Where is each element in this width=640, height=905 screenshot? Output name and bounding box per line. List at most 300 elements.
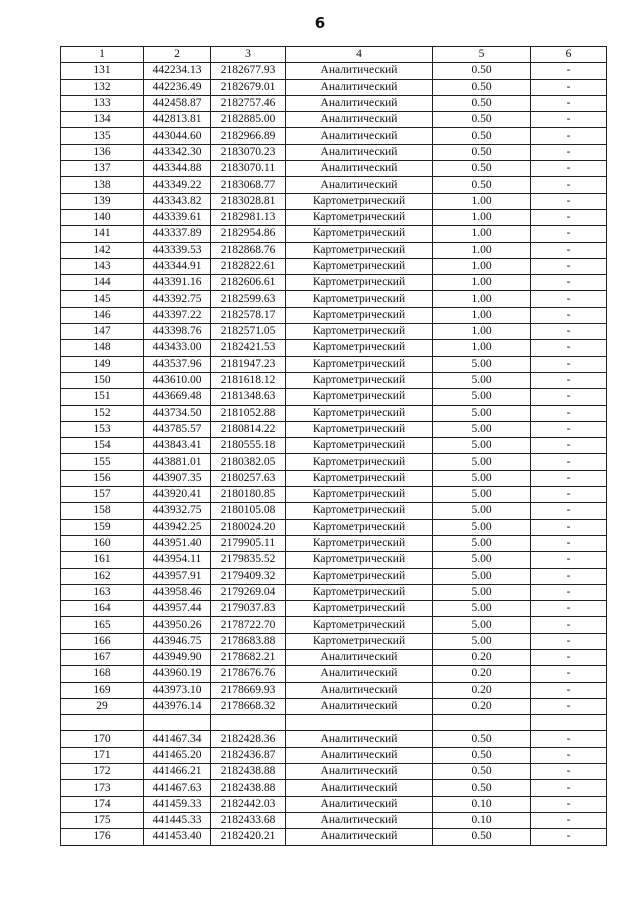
point-number-cell: 133 xyxy=(61,95,144,111)
x-coordinate-cell: 443343.82 xyxy=(144,193,211,209)
y-coordinate-cell: 2180180.85 xyxy=(211,487,286,503)
method-cell: Аналитический xyxy=(286,698,433,714)
note-cell: - xyxy=(531,454,607,470)
note-cell: - xyxy=(531,63,607,79)
table-row xyxy=(61,324,607,340)
table-row xyxy=(61,780,607,796)
point-number-cell: 160 xyxy=(61,535,144,551)
accuracy-cell: 1.00 xyxy=(433,291,531,307)
table-row xyxy=(61,438,607,454)
method-cell: Картометрический xyxy=(286,535,433,551)
x-coordinate-cell: 443960.19 xyxy=(144,666,211,682)
x-coordinate-cell: 443843.41 xyxy=(144,438,211,454)
y-coordinate-cell: 2181052.88 xyxy=(211,405,286,421)
note-cell: - xyxy=(531,307,607,323)
accuracy-cell: 5.00 xyxy=(433,487,531,503)
method-cell: Аналитический xyxy=(286,649,433,665)
note-cell: - xyxy=(531,617,607,633)
table-row xyxy=(61,405,607,421)
point-number-cell: 149 xyxy=(61,356,144,372)
note-cell: - xyxy=(531,438,607,454)
table-row xyxy=(61,503,607,519)
point-number-cell: 162 xyxy=(61,568,144,584)
accuracy-cell: 0.50 xyxy=(433,161,531,177)
method-cell: Картометрический xyxy=(286,226,433,242)
point-number-cell: 167 xyxy=(61,649,144,665)
x-coordinate-cell: 443954.11 xyxy=(144,552,211,568)
method-cell: Картометрический xyxy=(286,633,433,649)
accuracy-cell: 5.00 xyxy=(433,454,531,470)
y-coordinate-cell: 2182679.01 xyxy=(211,79,286,95)
note-cell: - xyxy=(531,389,607,405)
accuracy-cell: 5.00 xyxy=(433,503,531,519)
accuracy-cell: 5.00 xyxy=(433,535,531,551)
accuracy-cell: 5.00 xyxy=(433,617,531,633)
table-row xyxy=(61,112,607,128)
point-number-cell: 158 xyxy=(61,503,144,519)
point-number-cell: 163 xyxy=(61,584,144,600)
y-coordinate-cell: 2182438.88 xyxy=(211,780,286,796)
x-coordinate-cell: 443951.40 xyxy=(144,535,211,551)
table-row xyxy=(61,666,607,682)
note-cell: - xyxy=(531,112,607,128)
note-cell: - xyxy=(531,209,607,225)
point-number-cell: 165 xyxy=(61,617,144,633)
note-cell: - xyxy=(531,535,607,551)
y-coordinate-cell: 2182954.86 xyxy=(211,226,286,242)
x-coordinate-cell: 443734.50 xyxy=(144,405,211,421)
method-cell: Картометрический xyxy=(286,601,433,617)
note-cell: - xyxy=(531,128,607,144)
method-cell: Картометрический xyxy=(286,617,433,633)
y-coordinate-cell: 2182421.53 xyxy=(211,340,286,356)
point-number-cell: 150 xyxy=(61,372,144,388)
table-row xyxy=(61,128,607,144)
y-coordinate-cell: 2182433.68 xyxy=(211,812,286,828)
accuracy-cell: 5.00 xyxy=(433,470,531,486)
note-cell: - xyxy=(531,649,607,665)
accuracy-cell: 5.00 xyxy=(433,389,531,405)
point-number-cell: 175 xyxy=(61,812,144,828)
table-row xyxy=(61,307,607,323)
accuracy-cell: 5.00 xyxy=(433,519,531,535)
x-coordinate-cell: 441467.34 xyxy=(144,731,211,747)
accuracy-cell: 0.50 xyxy=(433,731,531,747)
accuracy-cell: 0.20 xyxy=(433,649,531,665)
y-coordinate-cell: 2182822.61 xyxy=(211,258,286,274)
accuracy-cell: 5.00 xyxy=(433,438,531,454)
table-row xyxy=(61,372,607,388)
point-number-cell: 174 xyxy=(61,796,144,812)
note-cell: - xyxy=(531,226,607,242)
note-cell: - xyxy=(531,731,607,747)
point-number-cell: 172 xyxy=(61,764,144,780)
y-coordinate-cell: 2182442.03 xyxy=(211,796,286,812)
note-cell: - xyxy=(531,601,607,617)
x-coordinate-cell xyxy=(144,715,211,731)
accuracy-cell: 0.20 xyxy=(433,666,531,682)
y-coordinate-cell: 2181618.12 xyxy=(211,372,286,388)
table-body xyxy=(61,63,607,845)
note-cell: - xyxy=(531,324,607,340)
note-cell: - xyxy=(531,747,607,763)
method-cell: Картометрический xyxy=(286,307,433,323)
table-row xyxy=(61,193,607,209)
accuracy-cell: 1.00 xyxy=(433,307,531,323)
x-coordinate-cell: 443339.61 xyxy=(144,209,211,225)
method-cell: Аналитический xyxy=(286,666,433,682)
y-coordinate-cell: 2183068.77 xyxy=(211,177,286,193)
note-cell: - xyxy=(531,829,607,845)
point-number-cell: 153 xyxy=(61,421,144,437)
y-coordinate-cell: 2181947.23 xyxy=(211,356,286,372)
accuracy-cell: 5.00 xyxy=(433,568,531,584)
table-row xyxy=(61,356,607,372)
table-row xyxy=(61,63,607,79)
y-coordinate-cell: 2182757.46 xyxy=(211,95,286,111)
method-cell xyxy=(286,715,433,731)
x-coordinate-cell: 443907.35 xyxy=(144,470,211,486)
y-coordinate-cell: 2178669.93 xyxy=(211,682,286,698)
x-coordinate-cell: 443957.44 xyxy=(144,601,211,617)
accuracy-cell: 0.50 xyxy=(433,177,531,193)
note-cell: - xyxy=(531,568,607,584)
header-cell-6: 6 xyxy=(531,47,607,63)
table-row xyxy=(61,715,607,731)
table-row xyxy=(61,812,607,828)
method-cell: Картометрический xyxy=(286,503,433,519)
accuracy-cell: 0.50 xyxy=(433,63,531,79)
point-number-cell: 157 xyxy=(61,487,144,503)
y-coordinate-cell xyxy=(211,715,286,731)
note-cell: - xyxy=(531,144,607,160)
y-coordinate-cell: 2180814.22 xyxy=(211,421,286,437)
table-row xyxy=(61,242,607,258)
note-cell: - xyxy=(531,242,607,258)
method-cell: Картометрический xyxy=(286,568,433,584)
point-number-cell: 148 xyxy=(61,340,144,356)
accuracy-cell: 0.50 xyxy=(433,128,531,144)
x-coordinate-cell: 442458.87 xyxy=(144,95,211,111)
x-coordinate-cell: 443610.00 xyxy=(144,372,211,388)
note-cell: - xyxy=(531,487,607,503)
accuracy-cell: 1.00 xyxy=(433,258,531,274)
table-row xyxy=(61,275,607,291)
table-row xyxy=(61,226,607,242)
table-row xyxy=(61,552,607,568)
table-row xyxy=(61,389,607,405)
point-number-cell xyxy=(61,715,144,731)
note-cell: - xyxy=(531,275,607,291)
method-cell: Аналитический xyxy=(286,812,433,828)
note-cell: - xyxy=(531,372,607,388)
note-cell: - xyxy=(531,405,607,421)
method-cell: Картометрический xyxy=(286,454,433,470)
point-number-cell: 156 xyxy=(61,470,144,486)
y-coordinate-cell: 2178683.88 xyxy=(211,633,286,649)
table-row xyxy=(61,568,607,584)
note-cell: - xyxy=(531,584,607,600)
method-cell: Аналитический xyxy=(286,63,433,79)
y-coordinate-cell: 2182966.89 xyxy=(211,128,286,144)
accuracy-cell: 1.00 xyxy=(433,193,531,209)
header-cell-1: 1 xyxy=(61,47,144,63)
accuracy-cell: 5.00 xyxy=(433,601,531,617)
note-cell: - xyxy=(531,421,607,437)
note-cell: - xyxy=(531,177,607,193)
y-coordinate-cell: 2182578.17 xyxy=(211,307,286,323)
accuracy-cell: 5.00 xyxy=(433,584,531,600)
x-coordinate-cell: 443949.90 xyxy=(144,649,211,665)
y-coordinate-cell: 2183070.11 xyxy=(211,161,286,177)
point-number-cell: 173 xyxy=(61,780,144,796)
y-coordinate-cell: 2178668.32 xyxy=(211,698,286,714)
method-cell: Картометрический xyxy=(286,193,433,209)
accuracy-cell: 1.00 xyxy=(433,324,531,340)
table-row xyxy=(61,454,607,470)
point-number-cell: 132 xyxy=(61,79,144,95)
y-coordinate-cell: 2179037.83 xyxy=(211,601,286,617)
method-cell: Аналитический xyxy=(286,764,433,780)
method-cell: Аналитический xyxy=(286,161,433,177)
x-coordinate-cell: 443976.14 xyxy=(144,698,211,714)
x-coordinate-cell: 443349.22 xyxy=(144,177,211,193)
y-coordinate-cell: 2182436.87 xyxy=(211,747,286,763)
accuracy-cell: 5.00 xyxy=(433,356,531,372)
note-cell: - xyxy=(531,682,607,698)
accuracy-cell: 1.00 xyxy=(433,340,531,356)
table-row xyxy=(61,829,607,845)
method-cell: Аналитический xyxy=(286,829,433,845)
accuracy-cell: 1.00 xyxy=(433,242,531,258)
accuracy-cell: 0.50 xyxy=(433,747,531,763)
accuracy-cell xyxy=(433,715,531,731)
x-coordinate-cell: 443973.10 xyxy=(144,682,211,698)
accuracy-cell: 1.00 xyxy=(433,209,531,225)
x-coordinate-cell: 443785.57 xyxy=(144,421,211,437)
method-cell: Картометрический xyxy=(286,552,433,568)
method-cell: Аналитический xyxy=(286,747,433,763)
coordinates-table xyxy=(60,46,607,846)
note-cell: - xyxy=(531,519,607,535)
x-coordinate-cell: 443397.22 xyxy=(144,307,211,323)
x-coordinate-cell: 443958.46 xyxy=(144,584,211,600)
table-row xyxy=(61,144,607,160)
point-number-cell: 166 xyxy=(61,633,144,649)
x-coordinate-cell: 443946.75 xyxy=(144,633,211,649)
point-number-cell: 145 xyxy=(61,291,144,307)
table-row xyxy=(61,79,607,95)
method-cell: Картометрический xyxy=(286,242,433,258)
method-cell: Картометрический xyxy=(286,209,433,225)
x-coordinate-cell: 441466.21 xyxy=(144,764,211,780)
x-coordinate-cell: 442813.81 xyxy=(144,112,211,128)
point-number-cell: 146 xyxy=(61,307,144,323)
accuracy-cell: 5.00 xyxy=(433,372,531,388)
accuracy-cell: 5.00 xyxy=(433,421,531,437)
x-coordinate-cell: 443932.75 xyxy=(144,503,211,519)
y-coordinate-cell: 2178722.70 xyxy=(211,617,286,633)
table-row xyxy=(61,601,607,617)
table-row xyxy=(61,747,607,763)
point-number-cell: 143 xyxy=(61,258,144,274)
method-cell: Картометрический xyxy=(286,324,433,340)
x-coordinate-cell: 443398.76 xyxy=(144,324,211,340)
header-cell-5: 5 xyxy=(433,47,531,63)
y-coordinate-cell: 2183028.81 xyxy=(211,193,286,209)
x-coordinate-cell: 443344.91 xyxy=(144,258,211,274)
note-cell: - xyxy=(531,780,607,796)
note-cell: - xyxy=(531,666,607,682)
note-cell: - xyxy=(531,95,607,111)
point-number-cell: 170 xyxy=(61,731,144,747)
note-cell: - xyxy=(531,79,607,95)
note-cell: - xyxy=(531,796,607,812)
y-coordinate-cell: 2182885.00 xyxy=(211,112,286,128)
note-cell: - xyxy=(531,812,607,828)
x-coordinate-cell: 443537.96 xyxy=(144,356,211,372)
method-cell: Картометрический xyxy=(286,405,433,421)
note-cell: - xyxy=(531,470,607,486)
point-number-cell: 164 xyxy=(61,601,144,617)
y-coordinate-cell: 2179905.11 xyxy=(211,535,286,551)
accuracy-cell: 0.50 xyxy=(433,112,531,128)
method-cell: Картометрический xyxy=(286,340,433,356)
point-number-cell: 176 xyxy=(61,829,144,845)
point-number-cell: 131 xyxy=(61,63,144,79)
point-number-cell: 139 xyxy=(61,193,144,209)
method-cell: Аналитический xyxy=(286,731,433,747)
table-row xyxy=(61,617,607,633)
method-cell: Картометрический xyxy=(286,258,433,274)
x-coordinate-cell: 443920.41 xyxy=(144,487,211,503)
accuracy-cell: 5.00 xyxy=(433,405,531,421)
point-number-cell: 135 xyxy=(61,128,144,144)
method-cell: Аналитический xyxy=(286,177,433,193)
table-row xyxy=(61,95,607,111)
accuracy-cell: 0.50 xyxy=(433,79,531,95)
y-coordinate-cell: 2180257.63 xyxy=(211,470,286,486)
note-cell: - xyxy=(531,764,607,780)
note-cell xyxy=(531,715,607,731)
y-coordinate-cell: 2182420.21 xyxy=(211,829,286,845)
y-coordinate-cell: 2182599.63 xyxy=(211,291,286,307)
note-cell: - xyxy=(531,552,607,568)
method-cell: Картометрический xyxy=(286,487,433,503)
x-coordinate-cell: 443391.16 xyxy=(144,275,211,291)
x-coordinate-cell: 443337.89 xyxy=(144,226,211,242)
table-row xyxy=(61,209,607,225)
note-cell: - xyxy=(531,258,607,274)
accuracy-cell: 0.50 xyxy=(433,95,531,111)
table-row xyxy=(61,764,607,780)
x-coordinate-cell: 441459.33 xyxy=(144,796,211,812)
table-row xyxy=(61,470,607,486)
accuracy-cell: 1.00 xyxy=(433,226,531,242)
y-coordinate-cell: 2180555.18 xyxy=(211,438,286,454)
table-row xyxy=(61,487,607,503)
y-coordinate-cell: 2183070.23 xyxy=(211,144,286,160)
point-number-cell: 168 xyxy=(61,666,144,682)
table-row xyxy=(61,177,607,193)
x-coordinate-cell: 443339.53 xyxy=(144,242,211,258)
y-coordinate-cell: 2182868.76 xyxy=(211,242,286,258)
x-coordinate-cell: 443342.30 xyxy=(144,144,211,160)
note-cell: - xyxy=(531,193,607,209)
table-header-row xyxy=(61,47,607,63)
y-coordinate-cell: 2180105.08 xyxy=(211,503,286,519)
method-cell: Аналитический xyxy=(286,796,433,812)
x-coordinate-cell: 441453.40 xyxy=(144,829,211,845)
y-coordinate-cell: 2182677.93 xyxy=(211,63,286,79)
accuracy-cell: 0.10 xyxy=(433,796,531,812)
table-row xyxy=(61,584,607,600)
accuracy-cell: 0.20 xyxy=(433,698,531,714)
method-cell: Картометрический xyxy=(286,291,433,307)
note-cell: - xyxy=(531,503,607,519)
x-coordinate-cell: 441445.33 xyxy=(144,812,211,828)
point-number-cell: 141 xyxy=(61,226,144,242)
method-cell: Картометрический xyxy=(286,519,433,535)
accuracy-cell: 0.50 xyxy=(433,780,531,796)
y-coordinate-cell: 2181348.63 xyxy=(211,389,286,405)
table-row xyxy=(61,340,607,356)
x-coordinate-cell: 443942.25 xyxy=(144,519,211,535)
note-cell: - xyxy=(531,340,607,356)
point-number-cell: 29 xyxy=(61,698,144,714)
y-coordinate-cell: 2179409.32 xyxy=(211,568,286,584)
x-coordinate-cell: 443950.26 xyxy=(144,617,211,633)
point-number-cell: 134 xyxy=(61,112,144,128)
method-cell: Картометрический xyxy=(286,438,433,454)
y-coordinate-cell: 2180024.20 xyxy=(211,519,286,535)
table-row xyxy=(61,682,607,698)
point-number-cell: 136 xyxy=(61,144,144,160)
y-coordinate-cell: 2182606.61 xyxy=(211,275,286,291)
y-coordinate-cell: 2179269.04 xyxy=(211,584,286,600)
y-coordinate-cell: 2182438.88 xyxy=(211,764,286,780)
method-cell: Аналитический xyxy=(286,95,433,111)
point-number-cell: 171 xyxy=(61,747,144,763)
method-cell: Аналитический xyxy=(286,112,433,128)
table-row xyxy=(61,796,607,812)
accuracy-cell: 1.00 xyxy=(433,275,531,291)
table-row xyxy=(61,421,607,437)
header-cell-4: 4 xyxy=(286,47,433,63)
x-coordinate-cell: 443669.48 xyxy=(144,389,211,405)
header-cell-2: 2 xyxy=(144,47,211,63)
table-row xyxy=(61,258,607,274)
x-coordinate-cell: 443957.91 xyxy=(144,568,211,584)
table-row xyxy=(61,731,607,747)
x-coordinate-cell: 442234.13 xyxy=(144,63,211,79)
method-cell: Картометрический xyxy=(286,421,433,437)
y-coordinate-cell: 2178676.76 xyxy=(211,666,286,682)
method-cell: Аналитический xyxy=(286,682,433,698)
method-cell: Аналитический xyxy=(286,79,433,95)
point-number-cell: 159 xyxy=(61,519,144,535)
x-coordinate-cell: 443044.60 xyxy=(144,128,211,144)
note-cell: - xyxy=(531,161,607,177)
accuracy-cell: 0.10 xyxy=(433,812,531,828)
note-cell: - xyxy=(531,291,607,307)
method-cell: Аналитический xyxy=(286,144,433,160)
accuracy-cell: 0.50 xyxy=(433,144,531,160)
method-cell: Картометрический xyxy=(286,275,433,291)
x-coordinate-cell: 441465.20 xyxy=(144,747,211,763)
point-number-cell: 169 xyxy=(61,682,144,698)
point-number-cell: 142 xyxy=(61,242,144,258)
